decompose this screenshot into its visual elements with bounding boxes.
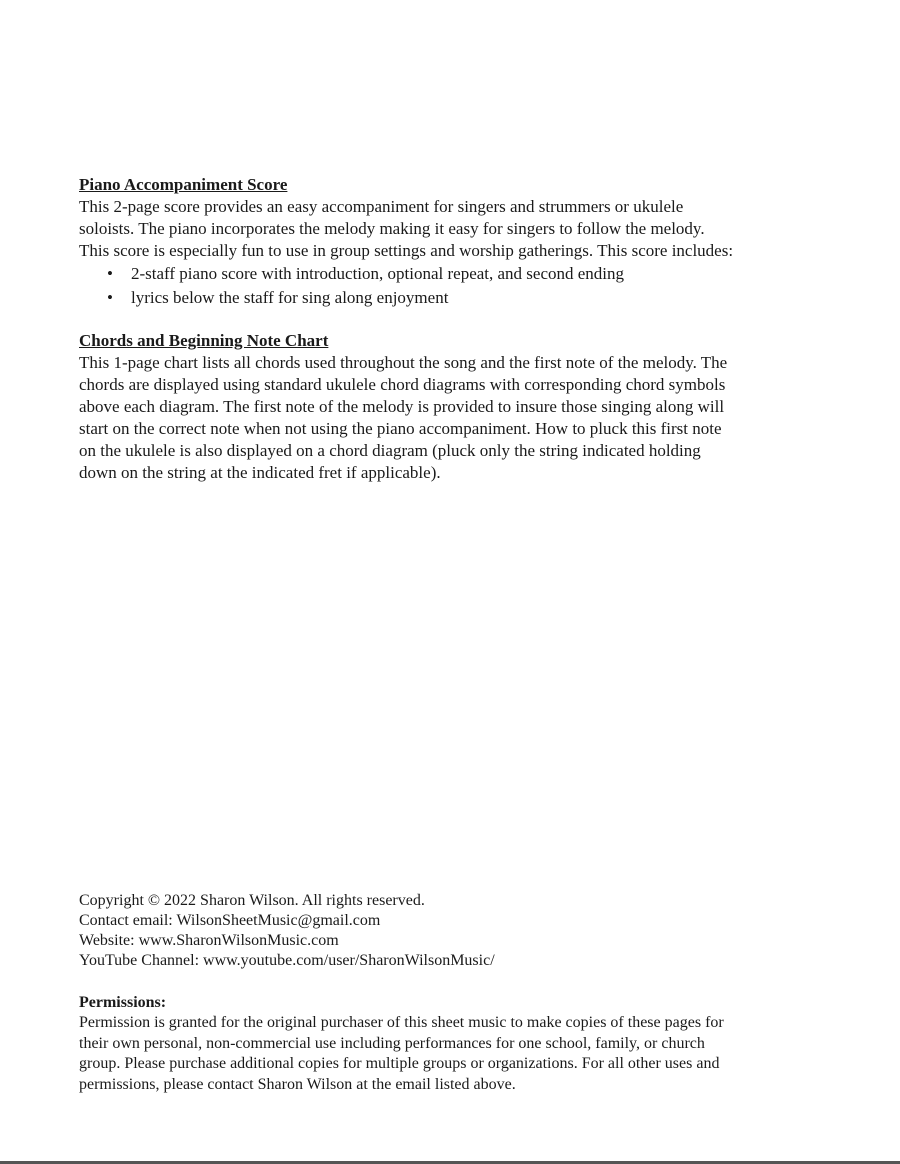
- bullet-text: lyrics below the staff for sing along enjoyment: [131, 288, 449, 307]
- paragraph-line: This 1-page chart lists all chords used throughout the song and the first note of the melody. The: [79, 353, 728, 372]
- piano-section-bullet-list: [79, 262, 824, 310]
- piano-section-heading: Piano Accompaniment Score: [79, 175, 288, 194]
- paragraph-line: start on the correct note when not using the piano accompaniment. How to pluck this first note: [79, 419, 722, 438]
- bullet-item: [79, 262, 824, 286]
- permissions-heading: Permissions:: [79, 994, 167, 1011]
- bullet-icon: •: [107, 264, 113, 283]
- contact-info: [79, 891, 824, 971]
- paragraph-line: down on the string at the indicated fret if applicable).: [79, 463, 441, 482]
- permissions-line: permissions, please contact Sharon Wilson at the email listed above.: [79, 1075, 516, 1093]
- paragraph-line: This 2-page score provides an easy accompaniment for singers and strummers or ukulele: [79, 197, 684, 216]
- permissions-line: group. Please purchase additional copies for multiple groups or organizations. For all other uses and: [79, 1055, 720, 1072]
- permissions-section: [79, 992, 824, 1095]
- piano-section-paragraph: [79, 196, 824, 262]
- website-line: Website: www.SharonWilsonMusic.com: [79, 932, 339, 949]
- paragraph-line: on the ukulele is also displayed on a chord diagram (pluck only the string indicated holding: [79, 441, 701, 460]
- permissions-line: their own personal, non-commercial use including performances for one school, family, or church: [79, 1034, 705, 1052]
- piano-accompaniment-section: [79, 174, 824, 310]
- youtube-channel-line: YouTube Channel: www.youtube.com/user/SharonWilsonMusic/: [79, 952, 495, 969]
- contact-email: Contact email: WilsonSheetMusic@gmail.com: [79, 912, 381, 929]
- chords-section-heading: Chords and Beginning Note Chart: [79, 331, 329, 350]
- chords-chart-section: [79, 330, 824, 484]
- bullet-text: 2-staff piano score with introduction, optional repeat, and second ending: [131, 264, 625, 283]
- chords-section-paragraph: [79, 352, 824, 484]
- paragraph-line: above each diagram. The first note of the melody is provided to insure those singing along will: [79, 397, 725, 416]
- paragraph-line: chords are displayed using standard ukulele chord diagrams with corresponding chord symbols: [79, 375, 726, 394]
- paragraph-line: soloists. The piano incorporates the melody making it easy for singers to follow the melody.: [79, 219, 705, 238]
- bullet-icon: •: [107, 288, 113, 307]
- bullet-item: [79, 286, 824, 310]
- paragraph-line: This score is especially fun to use in group settings and worship gatherings. This score includes:: [79, 241, 734, 260]
- copyright-notice: Copyright © 2022 Sharon Wilson. All rights reserved.: [79, 892, 425, 909]
- permissions-line: Permission is granted for the original purchaser of this sheet music to make copies of these pages for: [79, 1014, 724, 1031]
